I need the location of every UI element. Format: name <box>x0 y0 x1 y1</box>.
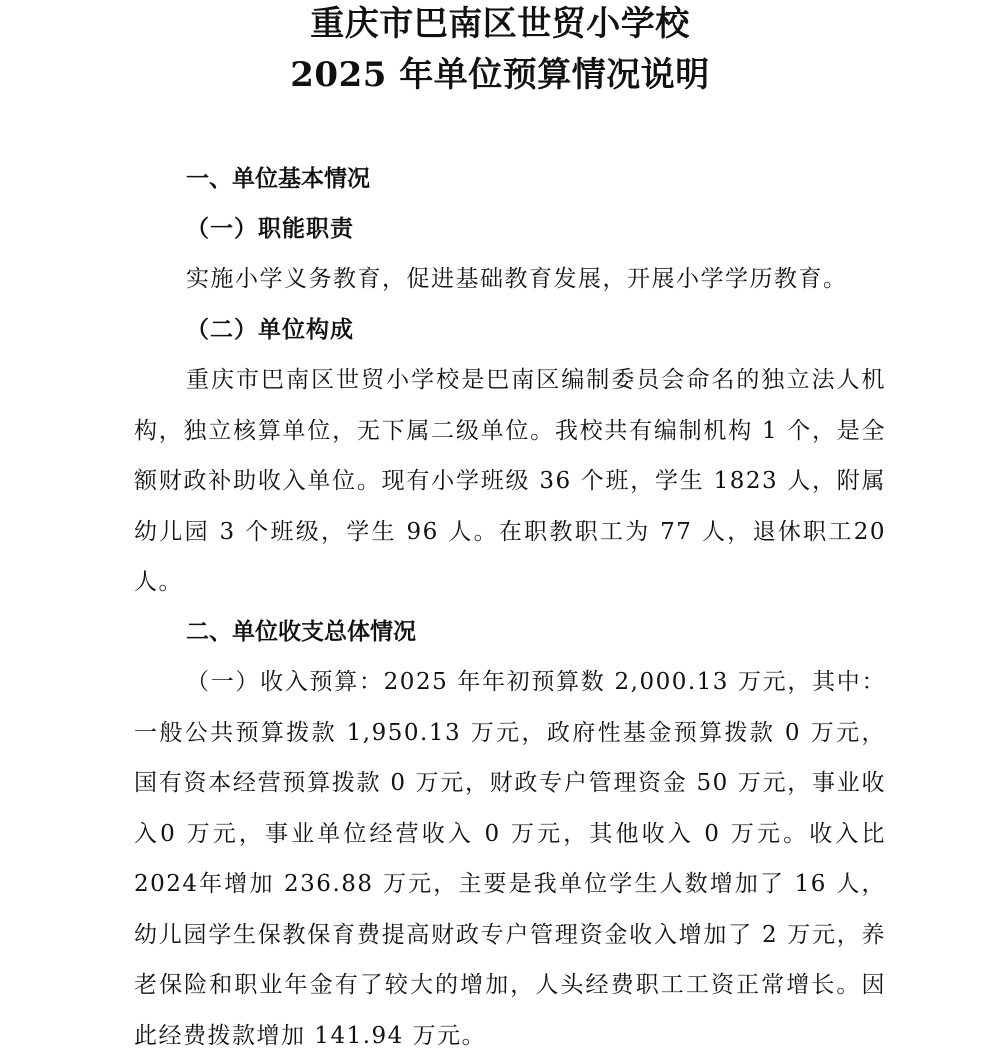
section-heading-basic-info: 一、单位基本情况 <box>186 166 370 192</box>
document-title-line2: 2025 年单位预算情况说明 <box>290 55 710 95</box>
paragraph-functions: 实施小学义务教育，促进基础教育发展，开展小学学历教育。 <box>186 266 848 292</box>
document-title-line1: 重庆市巴南区世贸小学校 <box>310 4 690 44</box>
paragraph-income-budget: （一）收入预算：2025 年年初预算数 2,000.13 万元，其中：一般公共预算拨款 1,950.13 万元，政府性基金预算拨款 0 万元，国有资本经营预算拨款 0 万元，财政专户管理资金 50 万元，事业收入0 万元，事业单位经营收入 0 万元，其他收入 0 万元。收入比 2024年增加 236.88 万元，主要是我单位学生人数增加了 16 人，幼儿园学生保教保育费提高财政专户管理资金收入增加了 2 万元，养老保险和职业年金有了较大的增加，人头经费职工工资正常增长。因此经费拨款增加 141.94 万元。 <box>134 669 886 1049</box>
paragraph-composition: 重庆市巴南区世贸小学校是巴南区编制委员会命名的独立法人机构，独立核算单位，无下属二级单位。我校共有编制机构 1 个，是全额财政补助收入单位。现有小学班级 36 个班，学生 1823 人，附属幼儿园 3 个班级，学生 96 人。在职教职工为 77 人，退休职工20 人。 <box>134 367 886 595</box>
section-heading-budget-overview: 二、单位收支总体情况 <box>186 619 416 645</box>
subheading-functions: （一）职能职责 <box>186 215 354 242</box>
subheading-composition: （二）单位构成 <box>186 316 354 343</box>
